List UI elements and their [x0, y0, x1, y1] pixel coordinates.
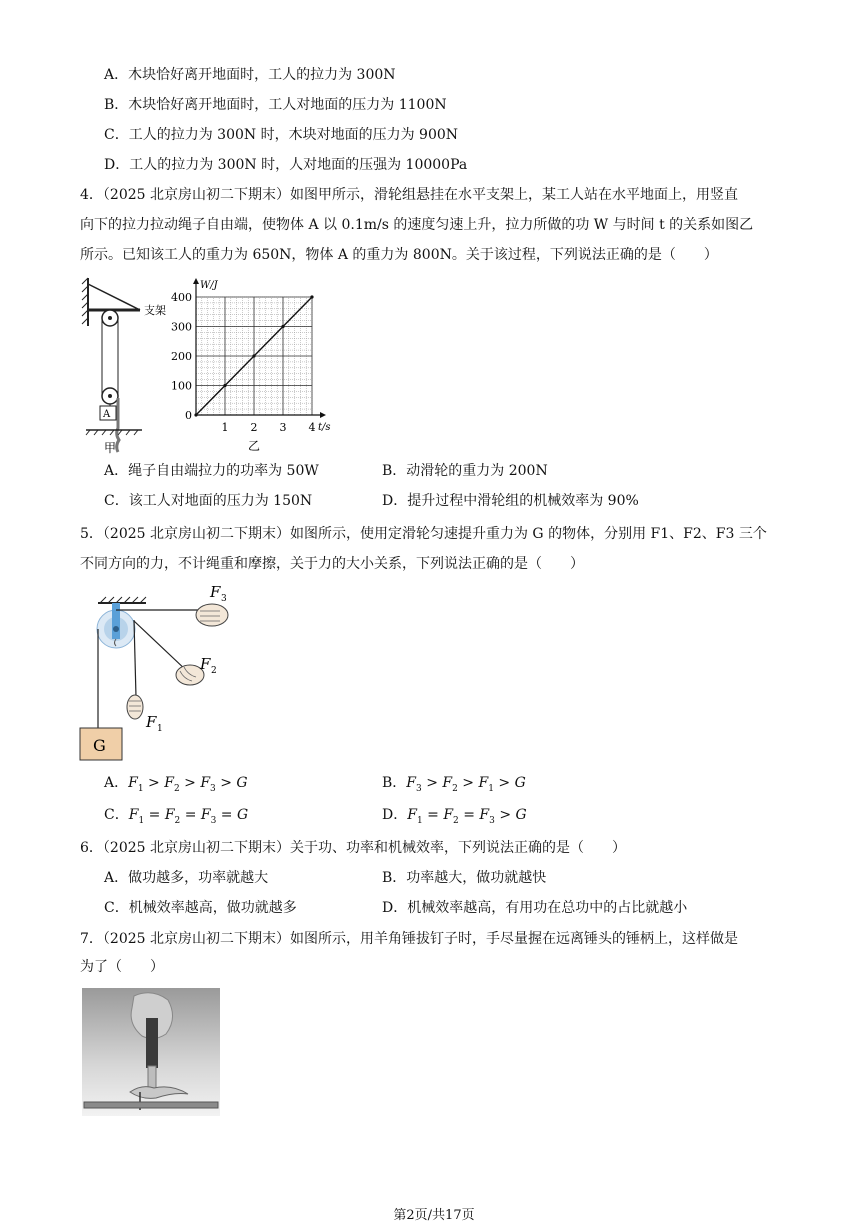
- data-point: [194, 413, 197, 416]
- block-g-label: G: [93, 736, 106, 755]
- y-tick-label: 300: [171, 320, 192, 334]
- x-tick-labels: [222, 421, 316, 434]
- q7-stem-line-1: 7．（2025 北京房山初二下期末）如图所示，用羊角锤拔钉子时，手尽量握在远离锤头的锤柄上，这样做是: [80, 931, 738, 947]
- q5-option-d: D．$F_1 = F_2 = F_3 > G$: [382, 807, 527, 826]
- q6-option-a: A．做功越多，功率就越大: [104, 870, 269, 886]
- data-point: [310, 295, 313, 298]
- x-tick-label: 2: [250, 421, 258, 434]
- q6-option-b: B．功率越大，做功就越快: [382, 870, 547, 886]
- q6-option-c: C．机械效率越高，做功就越多: [104, 900, 297, 916]
- f1-label: F: [146, 713, 157, 731]
- q4-option-d: D．提升过程中滑轮组的机械效率为 90%: [382, 493, 639, 509]
- f2-subscript: 2: [211, 666, 217, 676]
- q4-figure-yi: [168, 278, 338, 456]
- data-point: [281, 325, 284, 328]
- page-footer: 第2页/共17页: [393, 1208, 475, 1223]
- q4-stem-line-3: 所示。已知该工人的重力为 650N，物体 A 的重力为 800N。关于该过程，下列说法正确的是（ ）: [80, 247, 718, 263]
- q5-option-c: C．$F_1 = F_2 = F_3 = G$: [104, 807, 249, 826]
- q4-stem-line-1: 4．（2025 北京房山初二下期末）如图甲所示，滑轮组悬挂在水平支架上，某工人站在水平地面上，用竖直: [80, 187, 738, 203]
- q4-option-a: A．绳子自由端拉力的功率为 50W: [104, 463, 319, 479]
- y-tick-label: 200: [171, 350, 192, 363]
- q7-claw-hammer-photo: [82, 988, 220, 1116]
- q3-option-d: D．工人的拉力为 300N 时，人对地面的压强为 10000Pa: [104, 157, 468, 173]
- figure-jia-caption: 甲: [104, 441, 117, 455]
- data-point: [252, 354, 255, 357]
- y-tick-label: 100: [171, 379, 192, 393]
- f1-subscript: 1: [157, 724, 163, 734]
- y-tick-labels: [171, 291, 192, 422]
- q4-stem-line-2: 向下的拉力拉动绳子自由端，使物体 A 以 0.1m/s 的速度匀速上升，拉力所做的功 W 与时间 t 的关系如图乙: [80, 217, 754, 233]
- q4-option-b: B．动滑轮的重力为 200N: [382, 463, 548, 479]
- hammer-handle: [146, 1018, 158, 1068]
- f3-subscript: 3: [221, 594, 227, 604]
- q3-option-a: A．木块恰好离开地面时，工人的拉力为 300N: [104, 67, 396, 83]
- f3-label: F: [210, 583, 221, 601]
- y-axis-label: W/J: [200, 280, 218, 291]
- x-tick-label: 3: [279, 421, 287, 434]
- q3-option-c: C．工人的拉力为 300N 时，木块对地面的压力为 900N: [104, 127, 459, 143]
- q4-figure-jia: [82, 278, 166, 456]
- x-tick-label: 1: [221, 421, 229, 434]
- y-tick-label: 400: [171, 291, 192, 304]
- x-tick-label: 4: [308, 421, 316, 434]
- x-axis-label: t/s: [318, 422, 331, 433]
- q6-stem: 6．（2025 北京房山初二下期末）关于功、功率和机械效率，下列说法正确的是（ ）: [80, 840, 626, 856]
- q5-fixed-pulley-figure: [76, 585, 236, 765]
- block-a-label: A: [103, 409, 111, 420]
- data-point: [223, 384, 226, 387]
- q5-stem-line-2: 不同方向的力，不计绳重和摩擦，关于力的大小关系，下列说法正确的是（ ）: [80, 556, 584, 572]
- f2-label: F: [200, 655, 211, 673]
- y-tick-label: 0: [185, 409, 192, 422]
- q4-option-c: C．该工人对地面的压力为 150N: [104, 493, 313, 509]
- figure-yi-caption: 乙: [248, 439, 261, 453]
- q5-option-b: B．$F_3 > F_2 > F_1 > G$: [382, 775, 526, 794]
- q3-option-b: B．木块恰好离开地面时，工人对地面的压力为 1100N: [104, 97, 447, 113]
- q5-option-a: A．$F_1 > F_2 > F_3 > G$: [104, 775, 248, 794]
- q5-stem-line-1: 5．（2025 北京房山初二下期末）如图所示，使用定滑轮匀速提升重力为 G 的物体，分别用 F1、F2、F3 三个: [80, 526, 767, 542]
- q7-stem-line-2: 为了（ ）: [80, 959, 164, 975]
- support-label: 支架: [144, 304, 166, 317]
- q6-option-d: D．机械效率越高，有用功在总功中的占比就越小: [382, 900, 688, 916]
